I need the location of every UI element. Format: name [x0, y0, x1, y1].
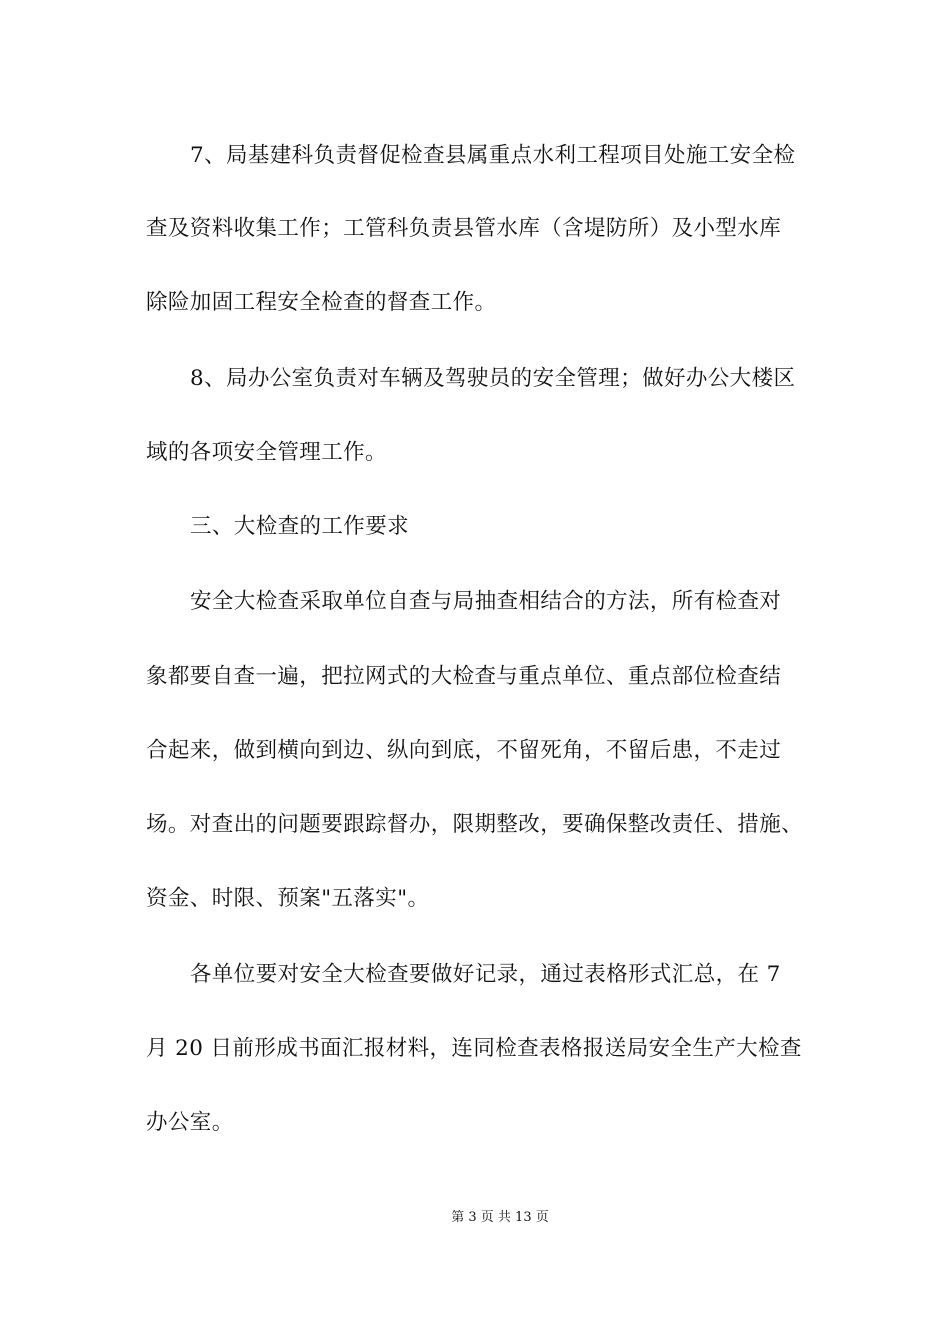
paragraph-2-line-2: 域的各项安全管理工作。	[146, 440, 387, 465]
paragraph-4-line-3: 办公室。	[146, 1110, 234, 1135]
paragraph-2-line-1: 8、局办公室负责对车辆及驾驶员的安全管理；做好办公大楼区	[190, 366, 796, 391]
paragraph-1-line-3: 除险加固工程安全检查的督查工作。	[146, 290, 497, 315]
paragraph-3-line-2: 象都要自查一遍，把拉网式的大检查与重点单位、重点部位检查结	[146, 664, 782, 689]
paragraph-4-line-2: 月 20 日前形成书面汇报材料，连同检查表格报送局安全生产大检查	[146, 1036, 802, 1061]
page-number-footer: 第 3 页 共 13 页	[451, 1210, 549, 1225]
paragraph-3-line-3: 合起来，做到横向到边、纵向到底，不留死角，不留后患，不走过	[146, 738, 782, 763]
paragraph-3-line-5: 资金、时限、预案"五落实"。	[146, 886, 430, 911]
section-heading: 三、大检查的工作要求	[190, 514, 410, 539]
paragraph-1-line-2: 查及资料收集工作；工管科负责县管水库（含堤防所）及小型水库	[146, 216, 782, 241]
paragraph-1-line-1: 7、局基建科负责督促检查县属重点水利工程项目处施工安全检	[190, 143, 796, 168]
paragraph-3-line-4: 场。对查出的问题要跟踪督办，限期整改，要确保整改责任、措施、	[146, 812, 804, 837]
paragraph-4-line-1: 各单位要对安全大检查要做好记录，通过表格形式汇总，在 7	[190, 962, 781, 987]
paragraph-3-line-1: 安全大检查采取单位自查与局抽查相结合的方法，所有检查对	[190, 589, 782, 614]
